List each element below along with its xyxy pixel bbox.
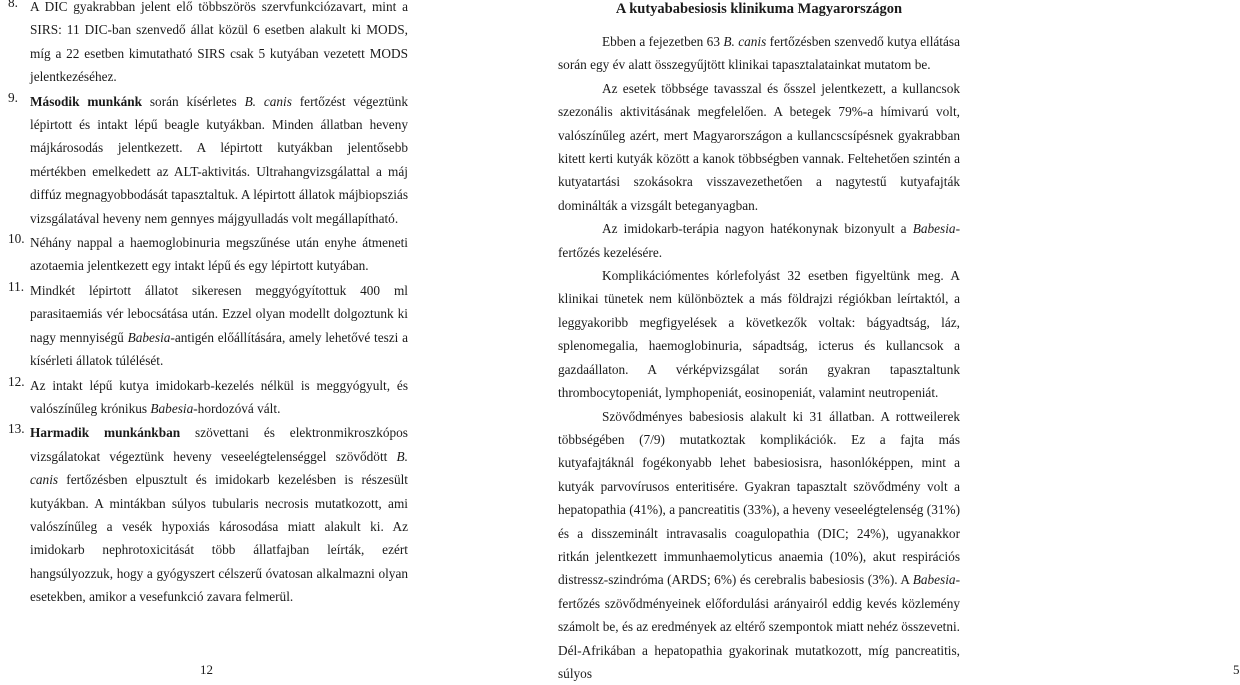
list-item-9	[8, 90, 408, 230]
item-number: 11.	[8, 279, 30, 373]
italic-phrase: Babesia	[913, 572, 956, 587]
item-number: 9.	[8, 90, 30, 230]
list-item-13	[8, 421, 408, 608]
italic-phrase: B. canis	[30, 449, 408, 487]
paragraph: Szövődményes babesiosis alakult ki 31 állatban. A rottweilerek többségében (7/9) mutatkoztak komplikációk. Ez a fajta más kutyafajtáknál fogékonyabb lehet babesiosisra, hasonlóképpen, mint a kutyák parvovírusos enteritisére. Gyakran tapasztalt szövődmény volt a hepatopathia (41%), a pancreatitis (33%), a heveny veseelégtelenség (31%) és a disszeminált intravasalis coagulopathia (DIC; 24%), ugyanakkor ritkán jelentkezett immunhaemolyticus anaemia (10%), akut respirációs distressz-szindróma (ARDS; 6%) és cerebralis babesiosis (3%). A Babesia-fertőzés szövődményeinek előfordulási arányairól eddig kevés közlemény számolt be, és az eredmények az eltérő szempontok miatt nehéz összevetni. Dél-Afrikában a hepatopathia gyakorinak mutatkozott, míg pancreatitis, súlyos	[558, 405, 960, 685]
italic-phrase: B. canis	[723, 34, 766, 49]
paragraph: Az esetek többsége tavasszal és ősszel jelentkezett, a kullancsok szezonális aktivitásának megfelelően. A betegek 79%-a hímivarú volt, valószínűleg azért, mert Magyarországon a kullancscsípésnek gyakrabban kitett kerti kutyák között a kanok többségben vannak. Feltehetően szintén a kutyatartási szokásokra visszavezethetően a nagytestű kutyafajták dominálták a vizsgált beteganyagban.	[558, 77, 960, 217]
item-number: 12.	[8, 374, 30, 421]
item-text: Néhány nappal a haemoglobinuria megszűnése után enyhe átmeneti azotaemia jelentkezett egy intakt lépű és egy lépirtott kutyában.	[30, 231, 408, 278]
italic-phrase: B. canis	[245, 94, 292, 109]
left-page	[0, 0, 480, 680]
item-number: 8.	[8, 0, 30, 89]
item-text: A DIC gyakrabban jelent elő többszörös szervfunkciózavart, mint a SIRS: 11 DIC-ban szenvedő állat közül 6 esetben alakult ki MODS, míg a 22 esetben kimutatható SIRS csak 5 kutyában vezetett MODS jelentkezéséhez.	[30, 0, 408, 89]
italic-phrase: Babesia	[150, 401, 193, 416]
right-page	[480, 0, 960, 680]
list-item-10	[8, 231, 408, 278]
item-number: 10.	[8, 231, 30, 278]
list-item-8	[8, 0, 408, 89]
item-text: Harmadik munkánkban szövettani és elektronmikroszkópos vizsgálatokat végeztünk heveny veseelégtelenséggel szövődött B. canis fertőzésben elpusztult és imidokarb kezelésben is részesült kutyákban. A mintákban súlyos tubularis necrosis mutatkozott, ami valószínűleg a vesék hypoxiás károsodása miatt alakult ki. Az imidokarb nephrotoxicitását több állatfajban leírták, ezért hangsúlyozzuk, hogy a gyógyszert célszerű óvatosan alkalmazni olyan esetekben, amikor a vesefunkció zavara felmerül.	[30, 421, 408, 608]
item-number: 13.	[8, 421, 30, 608]
italic-phrase: Babesia	[128, 330, 171, 345]
list-item-12	[8, 374, 408, 421]
item-text: Mindkét lépirtott állatot sikeresen meggyógyítottuk 400 ml parasitaemiás vér lebocsátása után. Ezzel olyan modellt dolgoztunk ki nagy mennyiségű Babesia-antigén előállítására, amely lehetővé teszi a kísérleti állatok túlélését.	[30, 279, 408, 373]
section-title: A kutyababesiosis klinikuma Magyarországon	[558, 0, 960, 18]
paragraph: Az imidokarb-terápia nagyon hatékonynak bizonyult a Babesia-fertőzés kezelésére.	[558, 217, 960, 264]
bold-phrase: Harmadik munkánkban	[30, 425, 180, 440]
bold-phrase: Második munkánk	[30, 94, 142, 109]
paragraph: Ebben a fejezetben 63 B. canis fertőzésben szenvedő kutya ellátása során egy év alatt összegyűjtött klinikai tapasztalatainkat mutatom be.	[558, 30, 960, 77]
list-item-11	[8, 279, 408, 373]
page-number: 12	[200, 662, 213, 678]
page-number: 5	[1233, 662, 1240, 678]
item-text: Második munkánk során kísérletes B. canis fertőzést végeztünk lépirtott és intakt lépű beagle kutyákban. Minden állatban heveny májkárosodás jelentkezett. A lépirtott kutyákban jelentősebb mértékben emelkedett az ALT-aktivitás. Ultrahangvizsgálattal a máj diffúz megnagyobbodását tapasztaltuk. A lépirtott állatok májbiopsziás vizsgálatával heveny nem gennyes májgyulladás volt megállapítható.	[30, 90, 408, 230]
item-text: Az intakt lépű kutya imidokarb-kezelés nélkül is meggyógyult, és valószínűleg krónikus Babesia-hordozóvá vált.	[30, 374, 408, 421]
paragraph: Komplikációmentes kórlefolyást 32 esetben figyeltünk meg. A klinikai tünetek nem különböztek a más földrajzi régiókban leírtaktól, a leggyakoribb megfigyelések a következők voltak: bágyadtság, láz, splenomegalia, haemoglobinuria, sápadtság, icterus és kullancsok a gazdaállaton. A vérképvizsgálat során gyakran tapasztaltunk thrombocytopeniát, lymphopeniát, eosinopeniát, valamint neutropeniát.	[558, 264, 960, 404]
italic-phrase: Babesia	[913, 221, 956, 236]
